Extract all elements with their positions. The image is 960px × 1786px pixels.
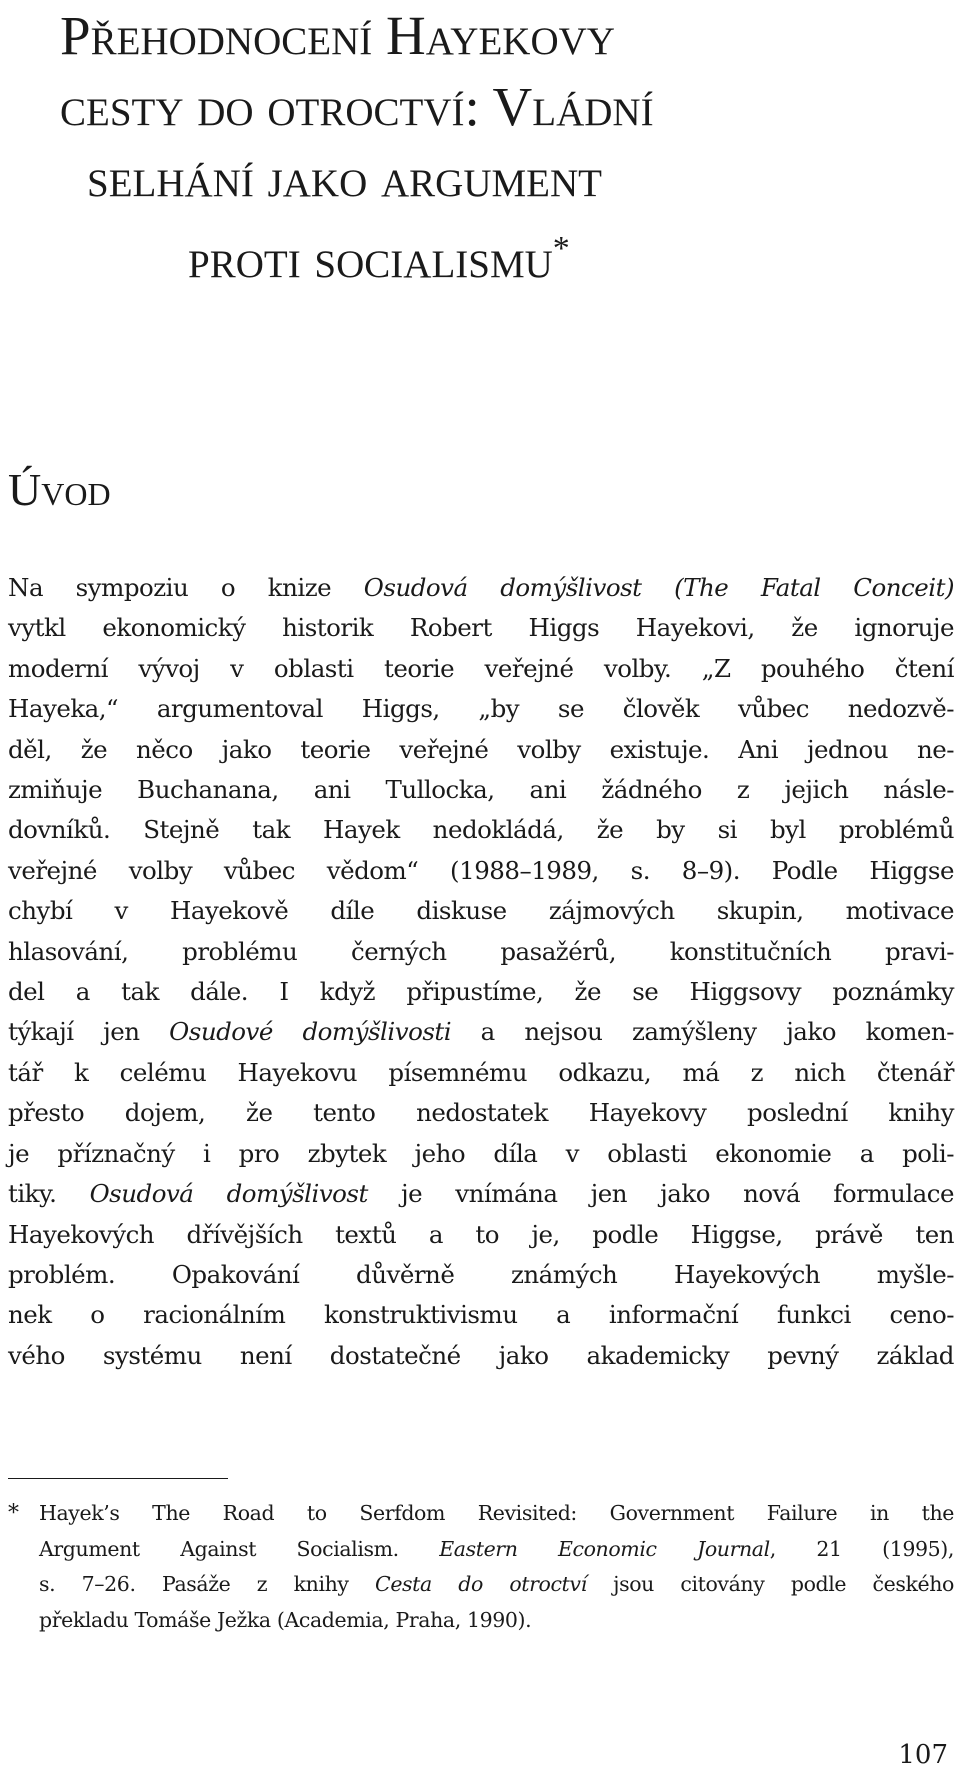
body-line-text: je vnímána jen jako nová formulace bbox=[367, 1179, 954, 1209]
footnote-text bbox=[39, 1496, 954, 1638]
body-line-text: týkají jen bbox=[8, 1017, 170, 1047]
body-line: děl, že něco jako teorie veřejné volby existuje. Ani jednou ne- bbox=[8, 734, 954, 764]
section-heading: Úvod bbox=[8, 464, 111, 515]
footnote-line-text: jsou citovány podle českého bbox=[586, 1572, 954, 1596]
body-line: tář k celému Hayekovu písemnému odkazu, má z nich čtenář bbox=[8, 1057, 954, 1087]
body-paragraph bbox=[8, 568, 954, 1376]
body-line: zmiňuje Buchanana, ani Tullocka, ani žádného z jejich násle- bbox=[8, 775, 954, 805]
title-line-4-text: proti socialismu bbox=[188, 228, 553, 289]
footnote-line-text: , 21 (1995), bbox=[769, 1536, 954, 1561]
body-line: vého systému není dostatečné jako akademicky pevný základ bbox=[8, 1340, 954, 1370]
footnote-line: překladu Tomáše Ježka (Academia, Praha, 1990). bbox=[39, 1607, 532, 1632]
book-title-italic: Osudová domýšlivost bbox=[89, 1179, 368, 1209]
body-line: přesto dojem, že tento nedostatek Hayekovy poslední knihy bbox=[8, 1098, 954, 1128]
footnote-line bbox=[39, 1567, 954, 1603]
footnote-divider bbox=[8, 1478, 228, 1479]
body-line bbox=[8, 1012, 954, 1052]
body-line: je příznačný i pro zbytek jeho díla v oblasti ekonomie a poli- bbox=[8, 1138, 954, 1168]
body-line: dovníků. Stejně tak Hayek nedokládá, že by si byl problémů bbox=[8, 815, 954, 845]
body-line: veřejné volby vůbec vědom“ (1988–1989, s. 8–9). Podle Higgse bbox=[8, 855, 954, 885]
footnote-line-text: s. 7–26. Pasáže z knihy bbox=[39, 1572, 376, 1596]
body-line: problém. Opakování důvěrně známých Hayekových myšle- bbox=[8, 1259, 954, 1289]
title-line-1: Přehodnocení Hayekovy bbox=[60, 5, 615, 66]
body-line-text: a nejsou zamýšleny jako komen- bbox=[451, 1017, 954, 1047]
book-title-italic: Cesta do otroctví bbox=[375, 1572, 587, 1596]
body-line: Hayeka,“ argumentoval Higgs, „by se člověk vůbec nedozvě- bbox=[8, 694, 954, 724]
body-line: nek o racionálním konstruktivismu a informační funkci ceno- bbox=[8, 1300, 954, 1330]
body-line: Hayekových dřívějších textů a to je, podle Higgse, právě ten bbox=[8, 1219, 954, 1249]
title-line-3: selhání jako argument bbox=[87, 147, 602, 208]
body-line: vytkl ekonomický historik Robert Higgs Hayekovi, že ignoruje bbox=[8, 613, 954, 643]
title-footnote-marker[interactable]: * bbox=[552, 230, 570, 267]
footnote bbox=[8, 1496, 954, 1638]
page-number: 107 bbox=[898, 1740, 948, 1770]
body-line bbox=[8, 1174, 954, 1214]
footnote-line: Hayek’s The Road to Serfdom Revisited: Government Failure in the bbox=[39, 1501, 954, 1525]
body-line: moderní vývoj v oblasti teorie veřejné volby. „Z pouhého čtení bbox=[8, 653, 954, 683]
title-line-2: cesty do otroctví: Vládní bbox=[60, 76, 654, 137]
body-line-text: tiky. bbox=[8, 1179, 90, 1209]
book-title-italic: Osudová domýšlivost (The Fatal Conceit) bbox=[363, 573, 955, 602]
body-line: hlasování, problému černých pasažérů, konstitučních pravi- bbox=[8, 936, 954, 966]
body-line: chybí v Hayekově díle diskuse zájmových skupin, motivace bbox=[8, 896, 954, 926]
body-line bbox=[8, 568, 954, 608]
footnote-line bbox=[39, 1532, 954, 1568]
footnote-line-text: Argument Against Socialism. bbox=[39, 1536, 440, 1561]
chapter-title bbox=[60, 0, 930, 294]
title-line-4 bbox=[60, 213, 930, 294]
body-line: del a tak dále. I když připustíme, že se Higgsovy poznámky bbox=[8, 977, 954, 1007]
footnote-marker: * bbox=[8, 1501, 19, 1526]
body-line-text: Na sympoziu o knize bbox=[8, 573, 364, 602]
book-title-italic: Osudové domýšlivosti bbox=[169, 1017, 452, 1047]
journal-title-italic: Eastern Economic Journal bbox=[439, 1536, 770, 1561]
